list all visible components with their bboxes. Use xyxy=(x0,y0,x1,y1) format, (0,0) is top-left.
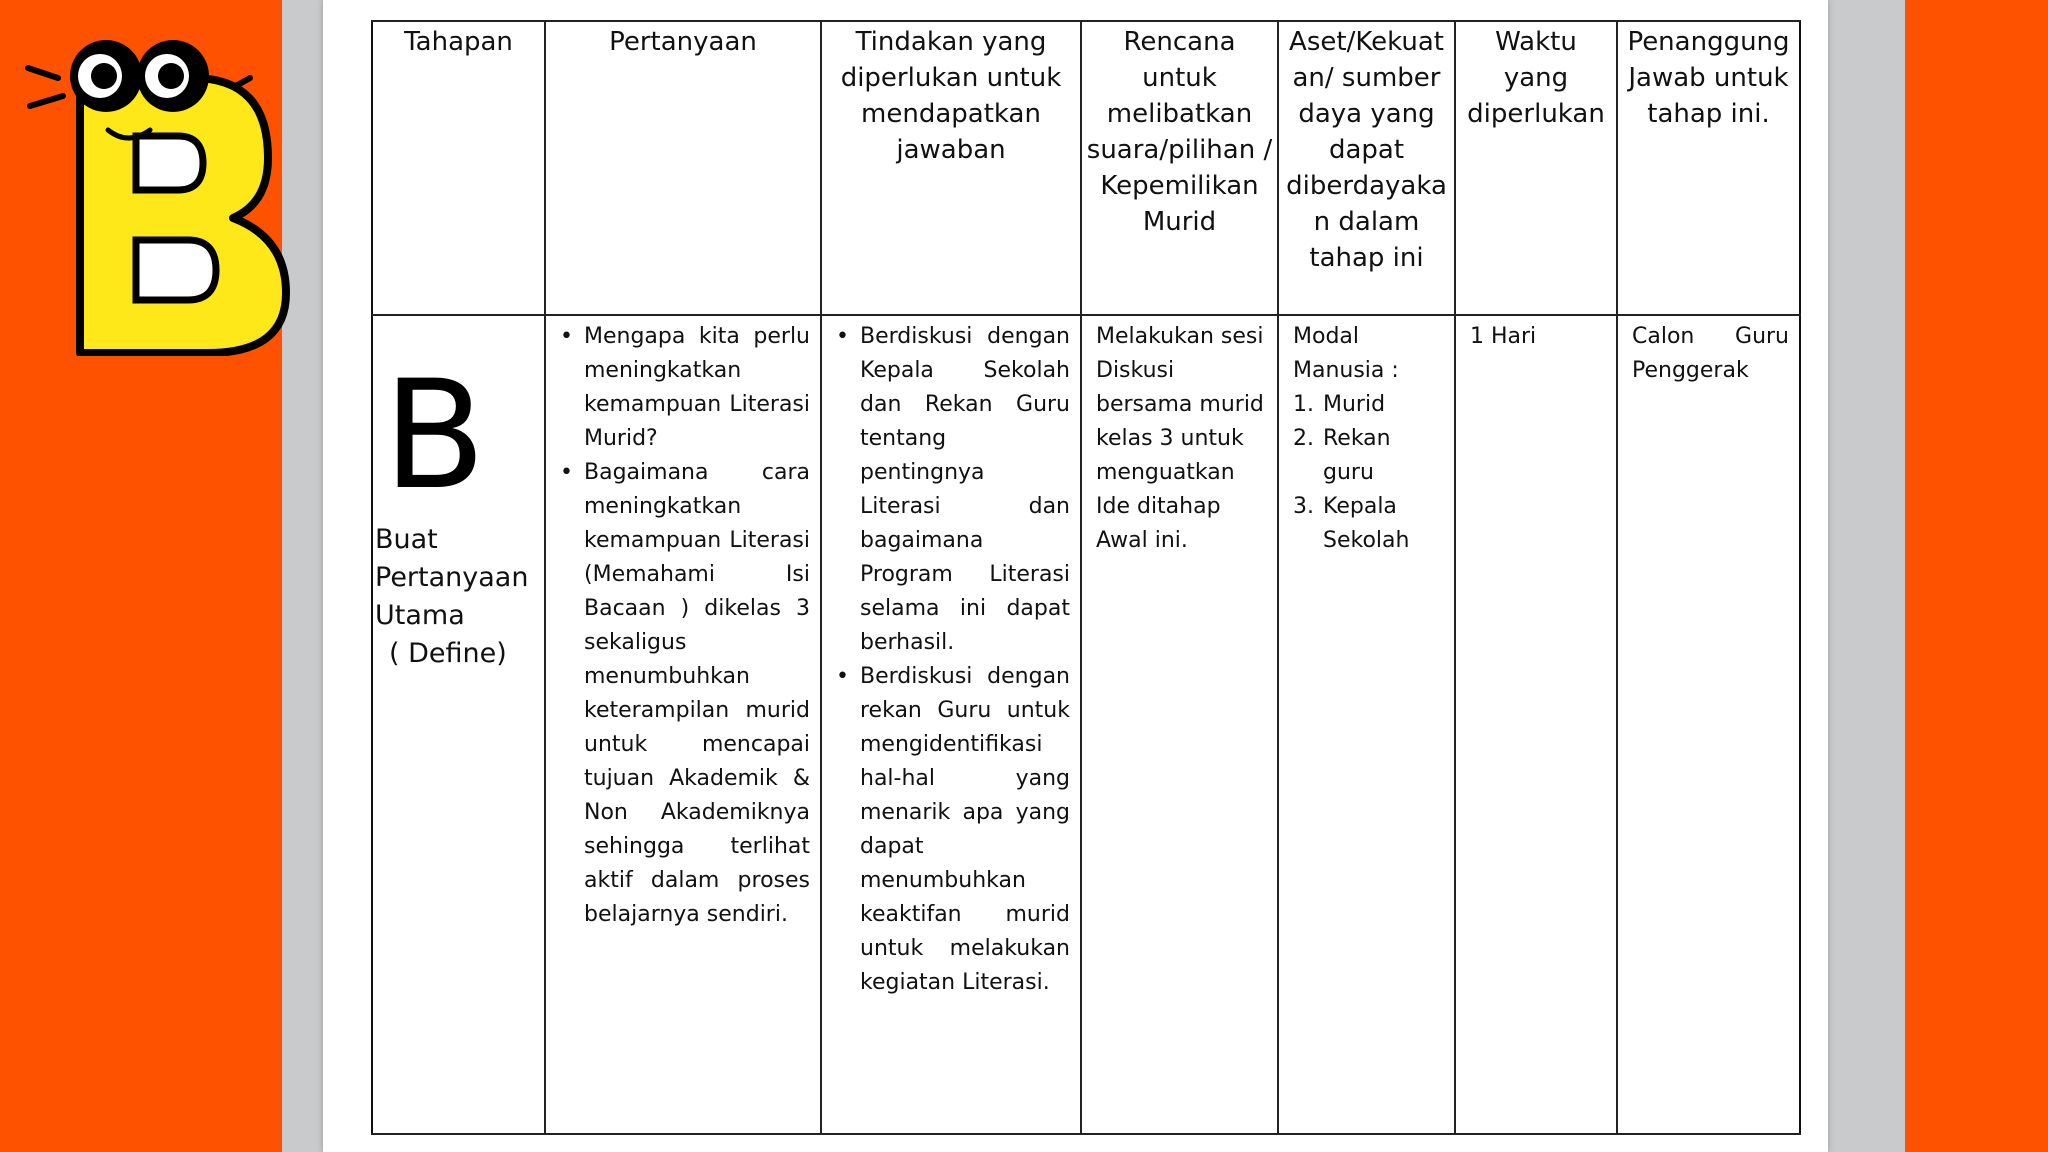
tindakan-list xyxy=(836,320,1070,1000)
aset-list xyxy=(1293,388,1444,558)
list-item: • Berdiskusi dengan rekan Guru untuk mengidentifikasi hal-hal yang menarik apa yang dapat menumbuhkan keaktifan murid untuk melakukan kegiatan Literasi. xyxy=(860,660,1070,1000)
table-row xyxy=(372,315,1800,1134)
stage-line-1: Buat xyxy=(375,524,438,555)
header-pertanyaan: Pertanyaan xyxy=(545,21,821,315)
header-waktu: Waktu yang diperlukan xyxy=(1455,21,1617,315)
stage-line-2: Pertanyaan xyxy=(375,562,529,593)
header-penanggung-jawab: Penanggung Jawab untuk tahap ini. xyxy=(1617,21,1800,315)
cell-waktu xyxy=(1455,315,1617,1134)
rencana-text: Melakukan sesi Diskusi bersama murid kelas 3 untuk menguatkan Ide ditahap Awal ini. xyxy=(1096,324,1264,553)
list-item: 2. Rekan guru xyxy=(1293,426,1391,485)
project-plan-table xyxy=(371,20,1801,1135)
cell-rencana xyxy=(1081,315,1278,1134)
header-row xyxy=(372,21,1800,315)
stage-line-3: Utama xyxy=(375,600,465,631)
stage-label xyxy=(373,521,544,673)
list-item: 3. Kepala Sekolah xyxy=(1293,494,1410,553)
cell-pertanyaan xyxy=(545,315,821,1134)
list-item: 1. Murid xyxy=(1293,392,1386,417)
header-aset: Aset/Kekuatan/ sumber daya yang dapat diberdayakan dalam tahap ini xyxy=(1278,21,1455,315)
waktu-text: 1 Hari xyxy=(1470,324,1537,349)
cell-aset xyxy=(1278,315,1455,1134)
list-item: • Berdiskusi dengan Kepala Sekolah dan Rekan Guru tentang pentingnya Literasi dan bagaimana Program Literasi selama ini dapat berhasil. xyxy=(860,320,1070,660)
letter-b-mascot-logo xyxy=(18,18,290,356)
cell-tahapan xyxy=(372,315,545,1134)
header-tahapan: Tahapan xyxy=(372,21,545,315)
list-item: • Bagaimana cara meningkatkan kemampuan Literasi (Memahami Isi Bacaan ) dikelas 3 sekaligus menumbuhkan keterampilan murid untuk mencapai tujuan Akademik & Non Akademiknya sehingga terlihat aktif dalam proses belajarnya sendiri. xyxy=(584,456,810,932)
pj-line-1: Calon Guru xyxy=(1632,324,1789,349)
list-item: • Mengapa kita perlu meningkatkan kemampuan Literasi Murid? xyxy=(584,320,810,456)
cell-penanggung-jawab xyxy=(1617,315,1800,1134)
aset-intro: Modal Manusia : xyxy=(1293,324,1399,383)
pj-line-2: Penggerak xyxy=(1632,358,1749,383)
pertanyaan-list xyxy=(560,320,810,932)
header-tindakan: Tindakan yang diperlukan untuk mendapatkan jawaban xyxy=(821,21,1081,315)
header-rencana: Rencana untuk melibatkan suara/pilihan / Kepemilikan Murid xyxy=(1081,21,1278,315)
stage-line-4: ( Define) xyxy=(389,638,507,669)
cell-tindakan xyxy=(821,315,1081,1134)
stage-letter: B xyxy=(383,349,486,523)
